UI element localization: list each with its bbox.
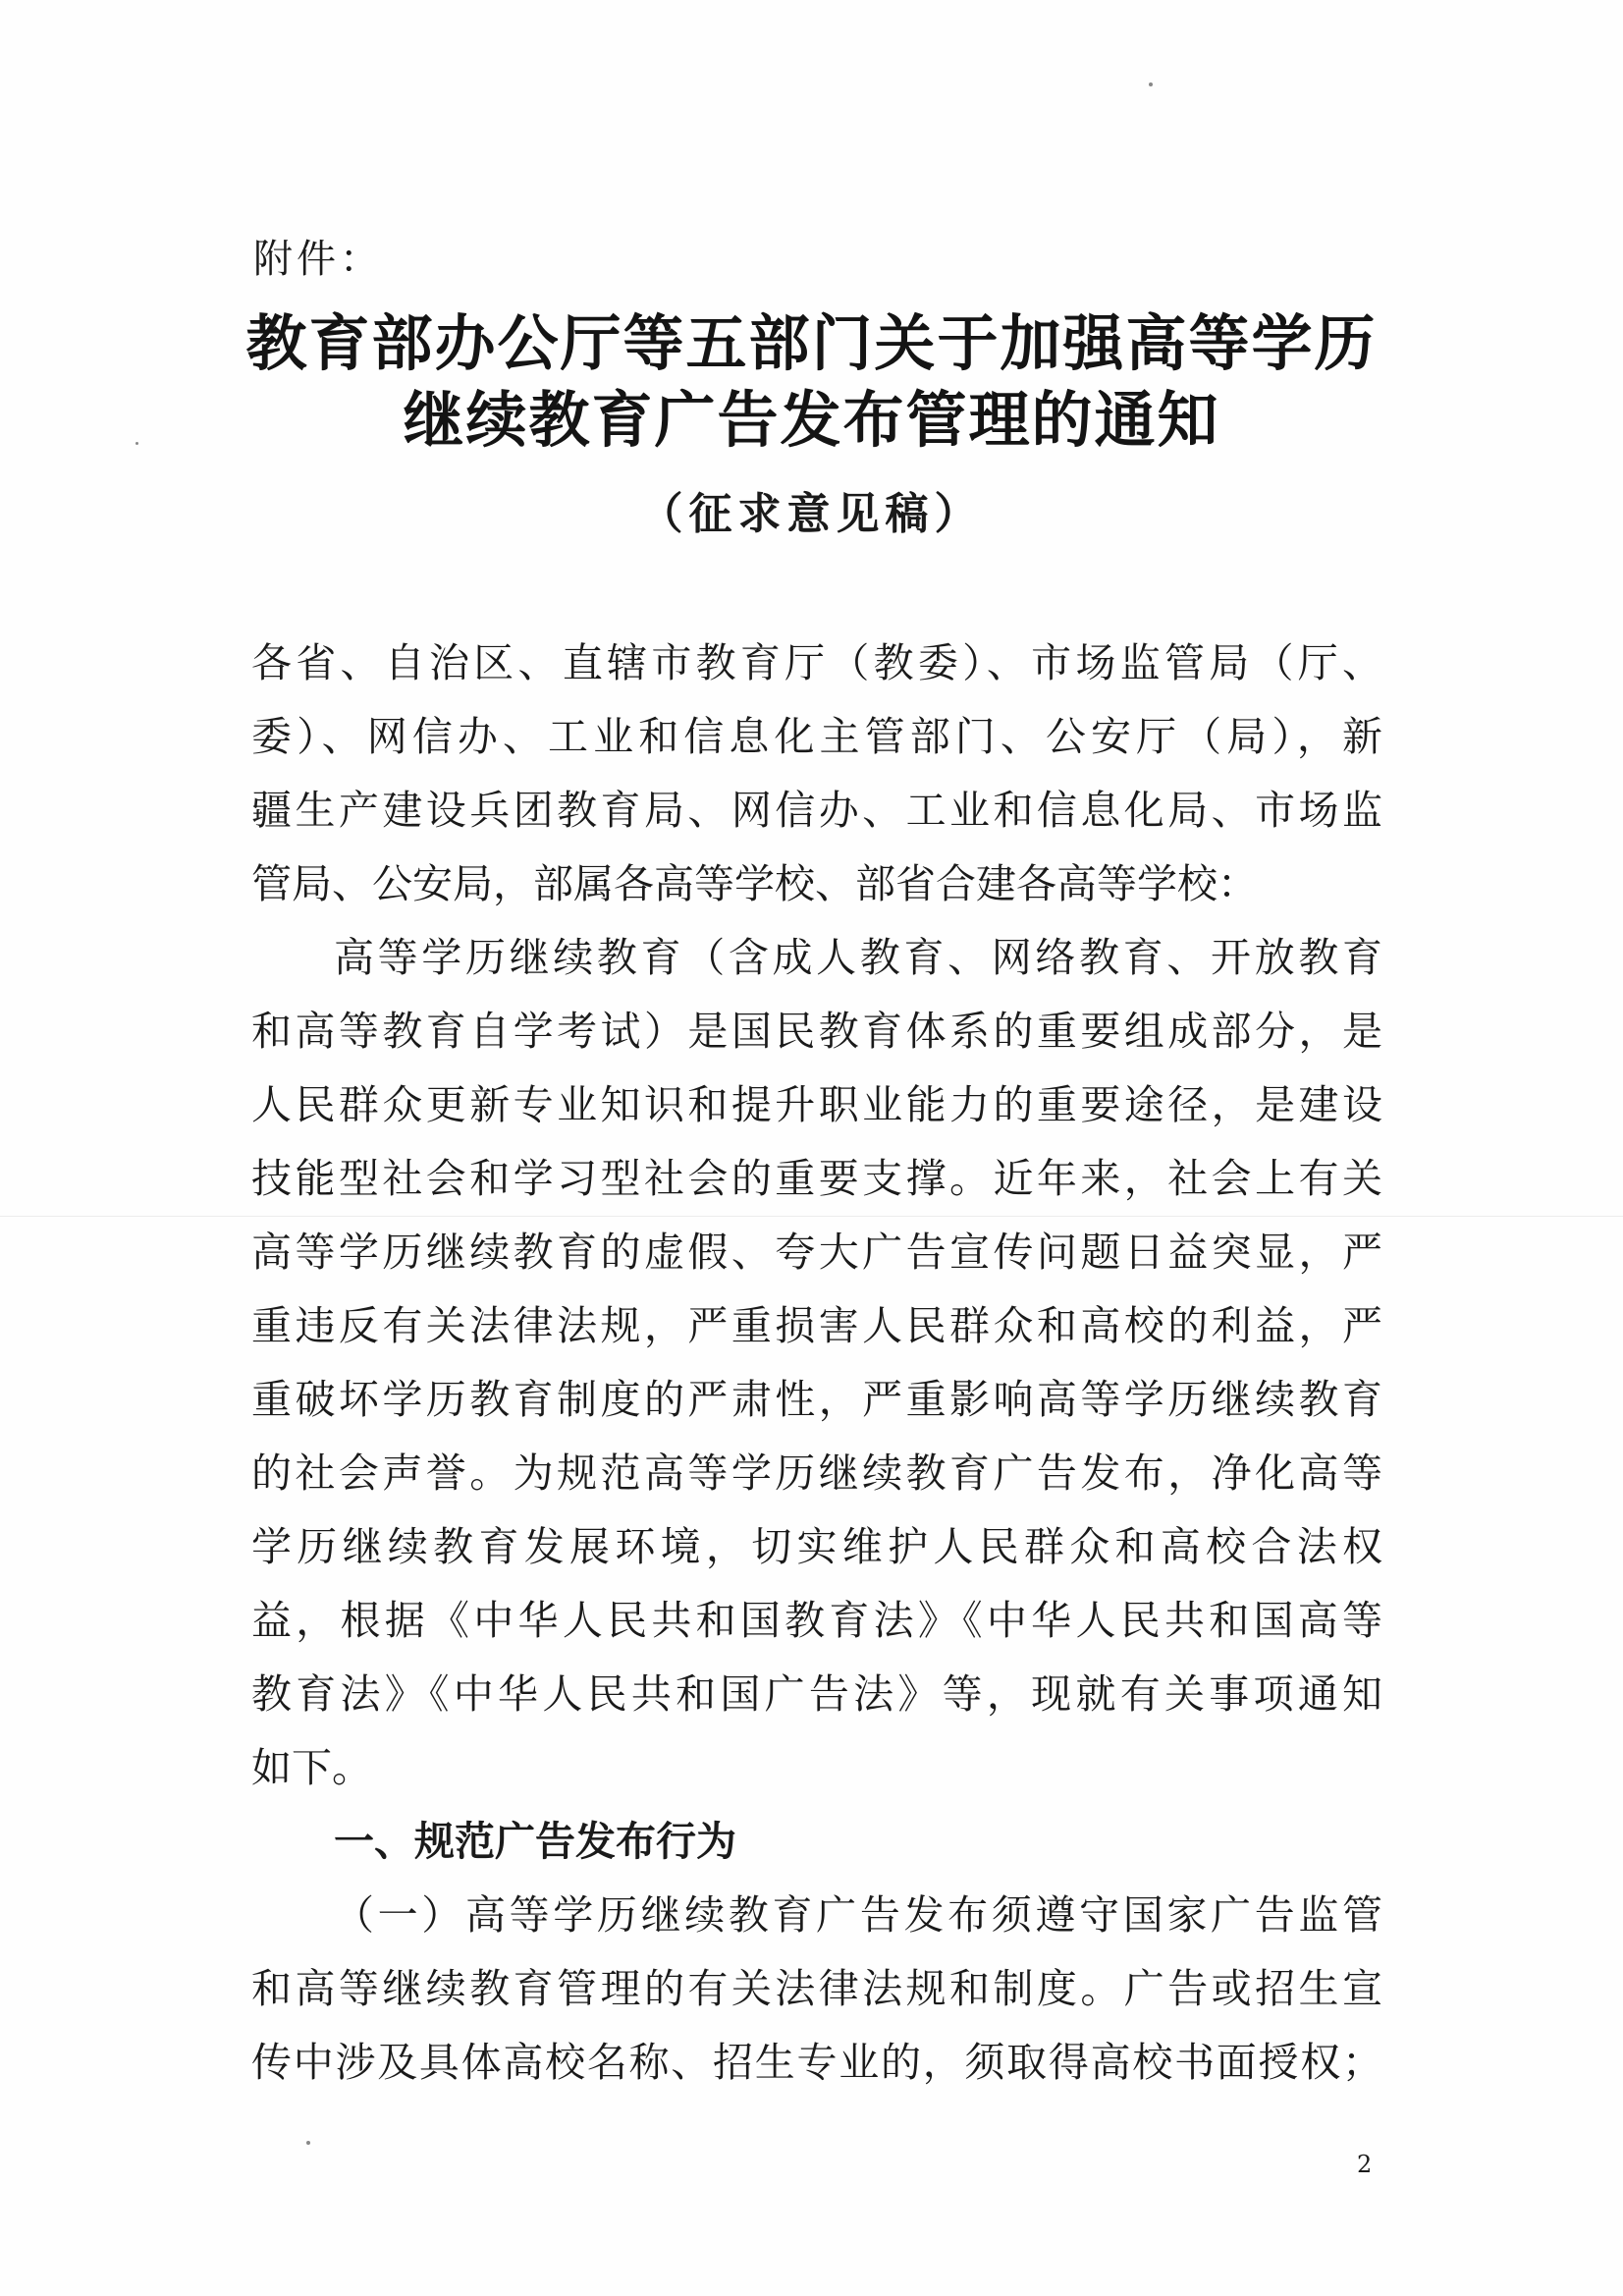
attachment-label: 附件：	[253, 237, 383, 282]
addressee-line: 各省、自治区、直辖市教育厅（教委）、市场监管局（厅、	[251, 639, 1382, 686]
body-line: 益，根据《中华人民共和国教育法》《中华人民共和国高等	[251, 1597, 1382, 1644]
addressee-line: 委）、网信办、工业和信息化主管部门、公安厅（局），新	[251, 713, 1382, 760]
section-heading: 一、规范广告发布行为	[334, 1818, 736, 1865]
body-line: 重违反有关法律法规，严重损害人民群众和高校的利益，严	[251, 1302, 1382, 1349]
body-line: 教育法》《中华人民共和国广告法》等，现就有关事项通知	[251, 1670, 1382, 1718]
body-line: 和高等教育自学考试）是国民教育体系的重要组成部分，是	[251, 1008, 1382, 1055]
body-line: 技能型社会和学习型社会的重要支撑。近年来，社会上有关	[251, 1155, 1382, 1202]
addressee-line: 管局、公安局，部属各高等学校、部省合建各高等学校：	[251, 860, 1258, 907]
body-line: 学历继续教育发展环境，切实维护人民群众和高校合法权	[251, 1523, 1382, 1570]
body-line: 如下。	[251, 1744, 372, 1791]
body-text	[251, 627, 1382, 2100]
body-line: 的社会声誉。为规范高等学历继续教育广告发布，净化高等	[251, 1449, 1382, 1497]
draft-note: （征求意见稿）	[639, 489, 984, 539]
body-line: （一）高等学历继续教育广告发布须遵守国家广告监管	[334, 1891, 1382, 1939]
document-title-line-2: 继续教育广告发布管理的通知	[403, 384, 1220, 456]
body-line: 高等学历继续教育的虚假、夸大广告宣传问题日益突显，严	[251, 1229, 1382, 1276]
body-line: 高等学历继续教育（含成人教育、网络教育、开放教育	[334, 934, 1382, 981]
scan-speck	[1149, 82, 1153, 86]
addressee-line: 疆生产建设兵团教育局、网信办、工业和信息化局、市场监	[251, 787, 1382, 834]
body-line: 传中涉及具体高校名称、招生专业的，须取得高校书面授权；	[251, 2039, 1382, 2086]
page-number: 2	[1357, 2151, 1373, 2178]
body-line: 和高等继续教育管理的有关法律法规和制度。广告或招生宣	[251, 1965, 1382, 2012]
body-line: 重破坏学历教育制度的严肃性，严重影响高等学历继续教育	[251, 1376, 1382, 1423]
body-line: 人民群众更新专业知识和提升职业能力的重要途径，是建设	[251, 1081, 1382, 1128]
document-title-line-1: 教育部办公厅等五部门关于加强高等学历	[245, 307, 1378, 379]
scan-speck	[306, 2141, 310, 2145]
